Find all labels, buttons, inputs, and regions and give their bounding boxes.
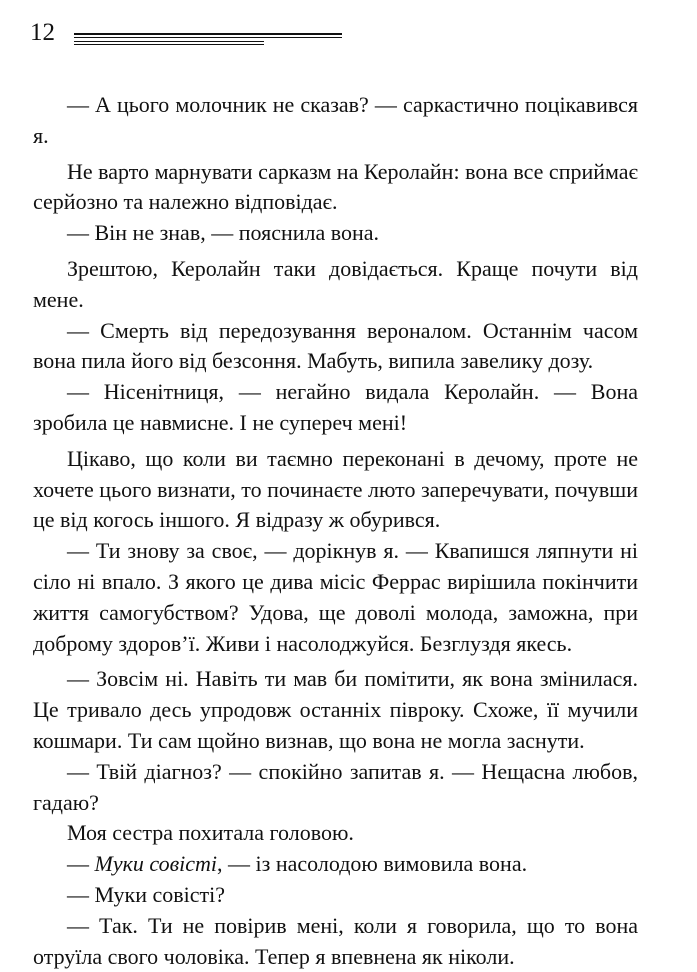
italic-phrase: Муки совісті — [94, 851, 218, 877]
paragraph: — Нісенітниця, — негайно видала Керолайн. — Вона зробила це навмисне. І не супереч мені! — [33, 379, 638, 435]
paragraph: — А цього молочник не сказав? — саркастично поцікавився я. — [33, 92, 638, 148]
paragraph: Моя сестра похитала головою. — [67, 820, 354, 846]
paragraph: — Смерть від передозування вероналом. Останнім часом вона пила його від безсоння. Мабуть, випила завелику дозу. — [33, 317, 638, 374]
header-rule-line — [74, 37, 342, 38]
paragraph: — Він не знав, — пояснила вона. — [67, 220, 380, 246]
page-number: 12 — [30, 19, 55, 46]
paragraph: — Твій діагноз? — спокійно запитав я. — Нещасна любов, гадаю? — [33, 758, 638, 815]
paragraph: — Зовсім ні. Навіть ти мав би помітити, як вона змінилася. Це тривало десь упродовж останніх півроку. Схоже, її мучили кошмари. Ти сам щойно визнав, що вона не могла заснути. — [33, 666, 638, 753]
dash: — — [67, 851, 95, 877]
paragraph: — Ти знову за своє, — дорікнув я. — Квапишся ляпнути ні сіло ні впало. З якого це дива місіс Феррас вирішила покінчити життя самогубством? Удова, ще доволі молода, заможна, при доброму здоров’ї. Живи і насолоджуйся. Безглуздя якесь. — [33, 538, 638, 656]
paragraph: — Муки совісті? — [67, 881, 225, 907]
paragraph: Цікаво, що коли ви таємно переконані в дечому, проте не хочете цього визнати, то починаєте люто заперечувати, почувши це від когось іншого. Я відразу ж обурився. — [33, 445, 638, 533]
paragraph: Не варто марнувати сарказм на Керолайн: вона все сприймає серйозно та належно відповідає. — [33, 158, 638, 215]
paragraph-italic — [33, 849, 638, 880]
paragraph: — Так. Ти не повірив мені, коли я говорила, що то вона отруїла свого чоловіка. Тепер я впевнена як ніколи. — [33, 912, 638, 969]
paragraph: Зрештою, Керолайн таки довідається. Краще почути від мене. — [33, 255, 638, 312]
header-rule-line — [74, 33, 342, 35]
body-text — [33, 90, 638, 972]
paragraph-rest: , — із насолодою вимовила вона. — [217, 851, 528, 877]
header-rule-line — [74, 44, 264, 45]
header-rule-line — [74, 41, 264, 42]
